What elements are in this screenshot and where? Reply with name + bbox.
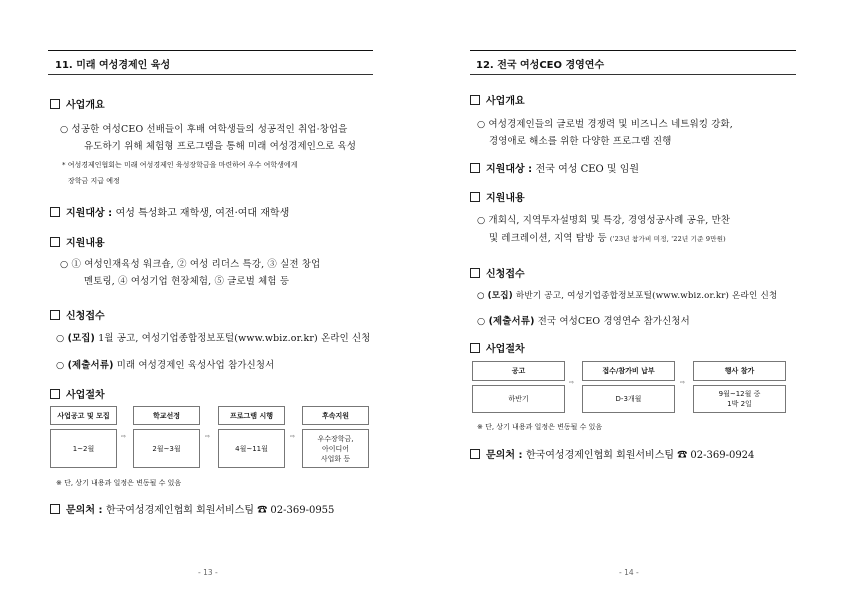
apply-item-2: ○ (제출서류) 전국 여성CEO 경영연수 참가신청서 (477, 316, 690, 327)
title-bottom-rule (48, 74, 373, 75)
checkbox-icon (470, 163, 480, 173)
section-title: 12. 전국 여성CEO 경영연수 (476, 60, 605, 71)
checkbox-icon (470, 268, 480, 278)
target-heading: 지원대상 : 전국 여성 CEO 및 임원 (470, 160, 639, 175)
page-13 (0, 0, 420, 595)
apply-item-2: ○ (제출서류) 미래 여성경제인 육성사업 참가신청서 (56, 360, 275, 371)
process-value-1: 하반기 (472, 385, 565, 413)
process-header-2: 학교선정 (133, 406, 200, 425)
overview-heading: 사업개요 (470, 92, 525, 107)
overview-line-1: ○ 성공한 여성CEO 선배들이 후배 여학생들의 성공적인 취업·창업을 (60, 124, 348, 135)
process-header-3: 행사 참가 (693, 361, 786, 381)
checkbox-icon (470, 192, 480, 202)
overview-line-2: 유도하기 위해 체험형 프로그램을 통해 미래 여성경제인으로 육성 (84, 141, 357, 152)
apply-item-1: ○ (모집) 1월 공고, 여성기업종합정보포털(www.wbiz.or.kr) 온라인 신청 (56, 333, 371, 344)
process-note: ※ 단, 상기 내용과 일정은 변동될 수 있음 (56, 479, 182, 487)
checkbox-icon (470, 449, 480, 459)
content-line-1: ○ 개회식, 지역투자설명회 및 특강, 경영성공사례 공유, 만찬 (477, 215, 731, 226)
process-note: ※ 단, 상기 내용과 일정은 변동될 수 있음 (477, 423, 603, 431)
process-value-1: 1~2월 (50, 429, 117, 468)
process-header-1: 공고 (472, 361, 565, 381)
contact-heading: 문의처 : 한국여성경제인협회 회원서비스팀 ☎ 02-369-0955 (50, 501, 334, 516)
page-number: - 13 - (198, 568, 218, 577)
process-header-2: 접수/참가비 납부 (582, 361, 675, 381)
process-value-2: D-3개월 (582, 385, 675, 413)
overview-heading: 사업개요 (50, 96, 105, 111)
checkbox-icon (50, 207, 60, 217)
content-small-note: ('23년 참가비 미정, '22년 기준 9만원) (609, 235, 726, 243)
process-value-2: 2월~3월 (133, 429, 200, 468)
checkbox-icon (470, 95, 480, 105)
target-heading: 지원대상 : 여성 특성화고 재학생, 여전·여대 재학생 (50, 204, 289, 219)
content-line-1: ○ ① 여성인재육성 워크숍, ② 여성 리더스 특강, ③ 실전 창업 (60, 259, 321, 270)
apply-heading: 신청접수 (470, 265, 525, 280)
content-line-2: 및 레크레이션, 지역 탐방 등 ('23년 참가비 미정, '22년 기준 9만원) (489, 233, 726, 244)
process-heading: 사업절차 (50, 386, 105, 401)
arrow-icon: ⇨ (680, 379, 686, 386)
checkbox-icon (50, 237, 60, 247)
checkbox-icon (50, 310, 60, 320)
page-14 (421, 0, 841, 595)
content-line-2: 멘토링, ④ 여성기업 현장체험, ⑤ 글로벌 체험 등 (84, 276, 290, 287)
overview-note-2: 장학금 지급 예정 (68, 177, 120, 185)
process-value-4: 우수장학금, 아이디어 사업화 등 (302, 429, 369, 468)
overview-line-2: 경영애로 해소를 위한 다양한 프로그램 진행 (489, 136, 672, 147)
contact-heading: 문의처 : 한국여성경제인협회 회원서비스팀 ☎ 02-369-0924 (470, 446, 754, 461)
content-heading: 지원내용 (50, 234, 105, 249)
process-value-3: 9월~12월 중 1박 2일 (693, 385, 786, 413)
content-heading: 지원내용 (470, 189, 525, 204)
process-header-1: 사업공고 및 모집 (50, 406, 117, 425)
arrow-icon: ⇨ (121, 433, 127, 440)
checkbox-icon (470, 343, 480, 353)
overview-note-1: * 여성경제인협회는 미래 여성경제인 육성장학금을 마련하여 우수 여학생에게 (62, 161, 298, 169)
process-value-3: 4월~11월 (218, 429, 285, 468)
arrow-icon: ⇨ (205, 433, 211, 440)
process-header-4: 후속지원 (302, 406, 369, 425)
arrow-icon: ⇨ (569, 379, 575, 386)
title-top-rule (48, 50, 373, 51)
checkbox-icon (50, 389, 60, 399)
title-bottom-rule (470, 74, 796, 75)
apply-heading: 신청접수 (50, 307, 105, 322)
checkbox-icon (50, 504, 60, 514)
arrow-icon: ⇨ (290, 433, 296, 440)
process-heading: 사업절차 (470, 340, 525, 355)
apply-item-1: ○ (모집) 하반기 공고, 여성기업종합정보포털(www.wbiz.or.kr) 온라인 신청 (477, 291, 778, 301)
overview-line-1: ○ 여성경제인들의 글로벌 경쟁력 및 비즈니스 네트워킹 강화, (477, 119, 733, 130)
checkbox-icon (50, 99, 60, 109)
process-header-3: 프로그램 시행 (218, 406, 285, 425)
section-title: 11. 미래 여성경제인 육성 (55, 60, 171, 71)
title-top-rule (470, 50, 796, 51)
page-number: - 14 - (619, 568, 639, 577)
